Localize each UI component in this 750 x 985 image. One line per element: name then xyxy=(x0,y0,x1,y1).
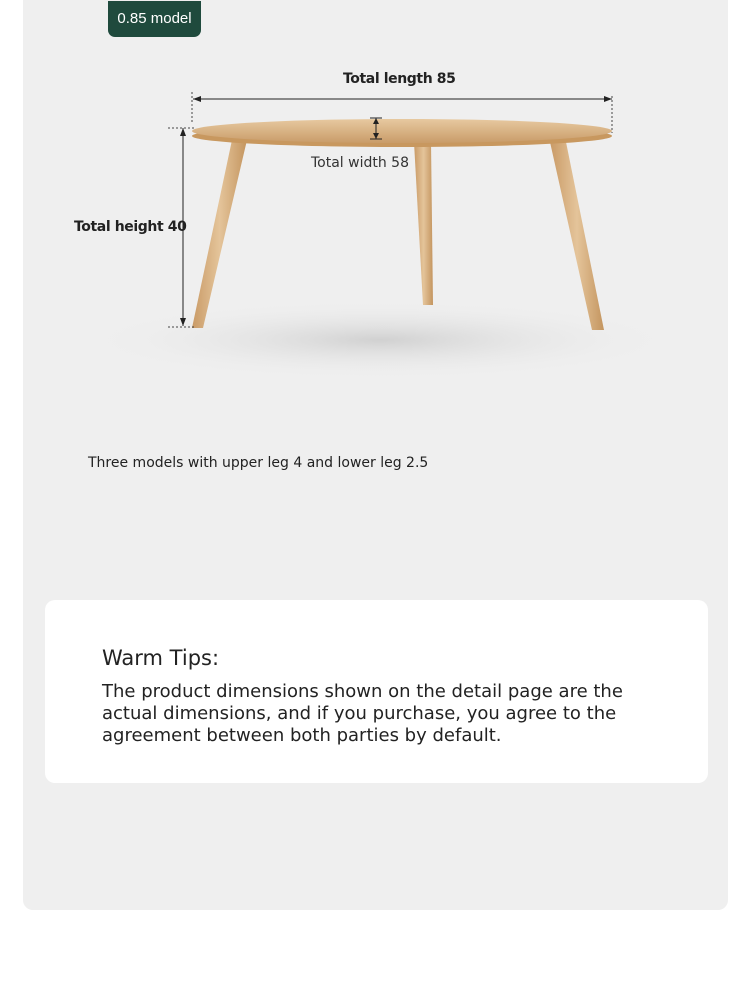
warm-tips-title: Warm Tips: xyxy=(102,646,220,670)
length-arrow-right xyxy=(604,96,612,102)
models-caption: Three models with upper leg 4 and lower leg 2.5 xyxy=(88,455,429,471)
table-leg-middle xyxy=(414,142,433,305)
table-leg-left xyxy=(192,140,247,328)
total-length-label: Total length 85 xyxy=(343,71,456,87)
height-arrow-top xyxy=(180,128,186,136)
length-arrow-left xyxy=(193,96,201,102)
table-leg-right xyxy=(550,142,604,330)
warm-tips-card xyxy=(45,600,708,783)
model-badge: 0.85 model xyxy=(108,1,201,37)
table-top xyxy=(192,119,612,143)
total-width-label: Total width 58 xyxy=(311,155,409,171)
warm-tips-body: The product dimensions shown on the detail page are the actual dimensions, and if you purchase, you agree to the agreement between both parties by default. xyxy=(102,681,623,746)
total-height-label: Total height 40 xyxy=(74,219,187,235)
